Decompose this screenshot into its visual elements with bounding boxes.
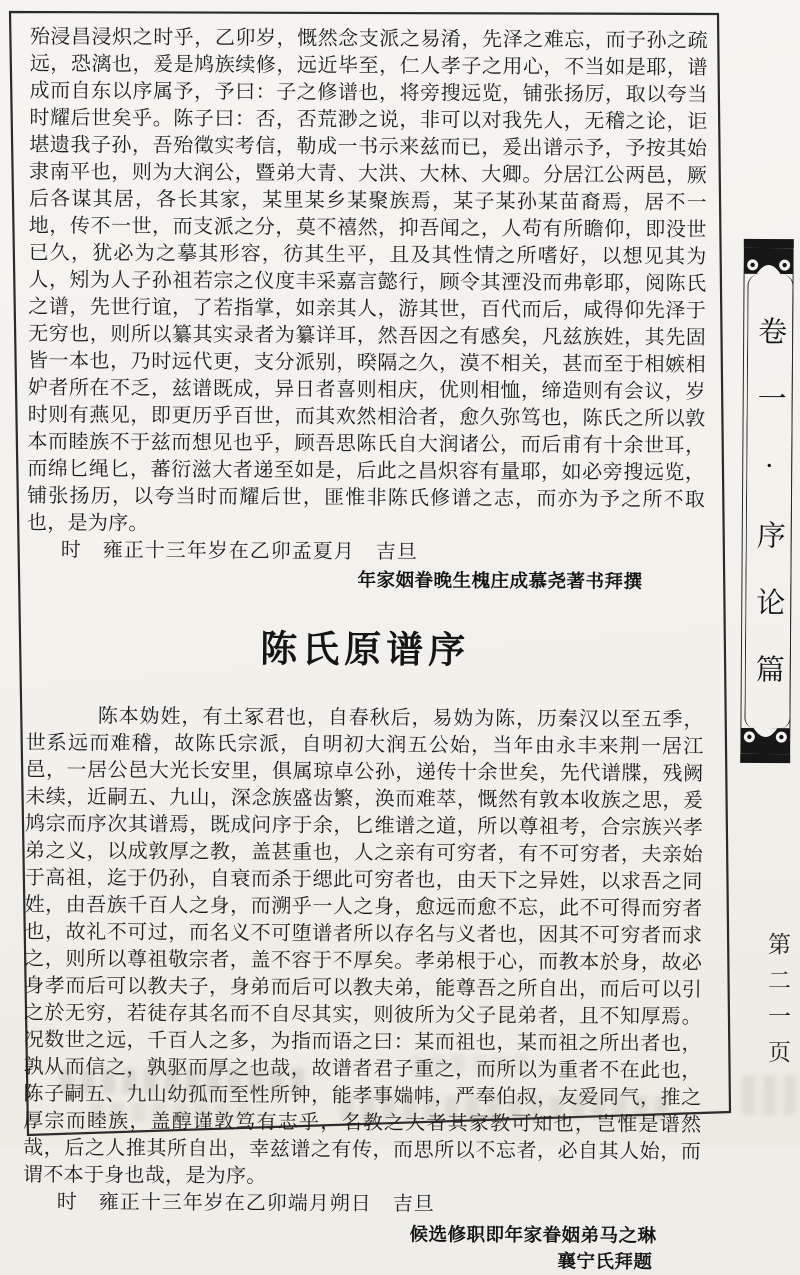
volume-tab-bottom-bar [740,754,790,763]
bleed-through-artifact [410,1055,530,1073]
preface2-body: 陈本妫姓，有土冢君也，自春秋后，易妫为陈，历秦汉以至五季，世系远而难稽，故陈氏宗派，自明初大润五公始，当年由永丰来荆一居江邑，一居公邑大光长安里，俱属琼卓公孙，递传十余世矣，先代谱牒，残阙未续，近嗣五、九山，深念族盛齿繁，涣而难萃，慨然有敦本收族之思，爰鸠宗而序次其谱焉，既成问序于余，匕维谱之道，所以尊祖考，合宗族兴孝弟之义，以成敦厚之教，盖甚重也，人之亲有可穷者，有不可穷者，夫亲始于高祖，迄于仍孙，自衰而杀于缌此可穷者也，由天下之异姓，以求吾之同姓，由吾族千百人之身，而溯乎一人之身，愈远而愈不忘，此不可得而穷者也，故礼不可过，而名义不可堕谱者所以存名与义者也，因其不可穷者而求之，则所以尊祖敬宗者，盖不容于不厚矣。孝弟根于心，而教本於身，故必身孝而后可以教夫子，身弟而后可以教夫弟，能尊吾之所自出，而后可以引之於无穷，若徒存其名而不自尽其实，则彼所为父子昆弟者，且不知厚焉。况数世之远，千百人之多，为指而语之曰：某而祖也，某而祖之所出者也，孰从而信之，孰驱而厚之也哉，故谱者君子重之，而所以为重者不在此也，陈子嗣五、九山幼孤而至性所钟，能孝事媏帏，严奉伯叔，友爱同气，推之厚宗而睦族，盖醇谨敦笃有志乎，名教之大者其家教可知也，岂惟是谱然哉，后之人推其所自出，幸兹谱之有传，而思所以不忘者，必自其人始，而谓不本于身也哉，是为序。 [22,705,704,1188]
preface2-signature-title: 襄宁氏拜题 [557,1250,653,1272]
bleed-through-artifact [90,1102,260,1122]
preface1-dateline: 时 雍正十三年岁在乙卯孟夏月 吉旦 [60,539,418,564]
preface1-signature: 年家姻眷晚生槐庄成慕尧著书拜撰 [357,569,643,592]
volume-tab-top-bar [744,239,794,248]
preface2-dateline: 时 雍正十三年岁在乙卯端月朔日 吉旦 [56,1191,435,1216]
bleed-through-artifact [340,1096,670,1120]
volume-tab [740,239,794,763]
preface1-body: 殆浸昌浸炽之时乎，乙卯岁，慨然念支派之易淆，先泽之难忘，而子孙之疏远，恐漓也，爰是鸠族续修，远近毕至，仁人孝子之用心，不当如是耶，谱成而自东以序属予，予曰：子之修谱也，将旁搜远览，铺张扬厉，取以夸当时耀后世矣乎。陈子曰：否，否荒渺之说，非可以对我先人，无稽之论，讵堪遗我子孙，吾殆徵实考信，勒成一书示来兹而已，爰出谱示予，予按其始隶南平也，则为大润公，暨弟大青、大洪、大林、大卿。分居江公两邑，厥后各谋其居，各长其家，某里某乡某聚族焉，某子某孙某苗裔焉，居不一地，传不一世，而支派之分，莫不禧然，抑吾闻之，人苟有所瞻仰，即没世已久，犹必为之摹其形容，彷其生平，且及其性情之所嗜好，以想见其为人，矧为人子孙祖若宗之仪度丰采嘉言懿行，顾令其湮没而弗彰耶，阅陈氏之谱，先世行谊，了若指掌，如亲其人，游其世，百代而后，咸得仰先泽于无穷也，则所以纂其实录者为纂详耳，然吾因之有感矣，凡兹族姓，其先固皆一本也，乃时远代更，支分派别，暌隔之久，漠不相关，甚而至于相嫉相妒者所在不乏，兹谱既成，异日者喜则相庆，优则相恤，缔造则有会议，岁时则有燕见，即更历乎百世，而其欢然相洽者，愈久弥笃也，陈氏之所以敦本而睦族不于兹而想见也乎，顾吾思陈氏自大润诸公，而后甫有十余世耳，而绵匕绳匕，蕃衍滋大者递至如是，后此之昌炽容有量耶，如必旁搜远览，铺张扬历，以夸当时而耀后世，匪惟非陈氏修谱之志，而亦为予之所不取也，是为序。 [26,25,708,535]
scroll-ornament-bottom-icon [740,728,790,754]
volume-tab-frame [740,274,793,728]
scroll-ornament-top-icon [744,248,794,274]
bleed-through-artifact [60,1068,310,1094]
section-title: 陈氏原谱序 [260,629,471,672]
volume-tab-inner-frame [744,274,793,728]
bleed-through-artifact [742,1075,796,1115]
preface2-signature-name: 候选修职即年家眷姻弟马之琳 [409,1223,657,1246]
page-number: 第二一页 [765,932,790,1076]
volume-tab-label: 卷一·序论篇 [751,315,787,721]
